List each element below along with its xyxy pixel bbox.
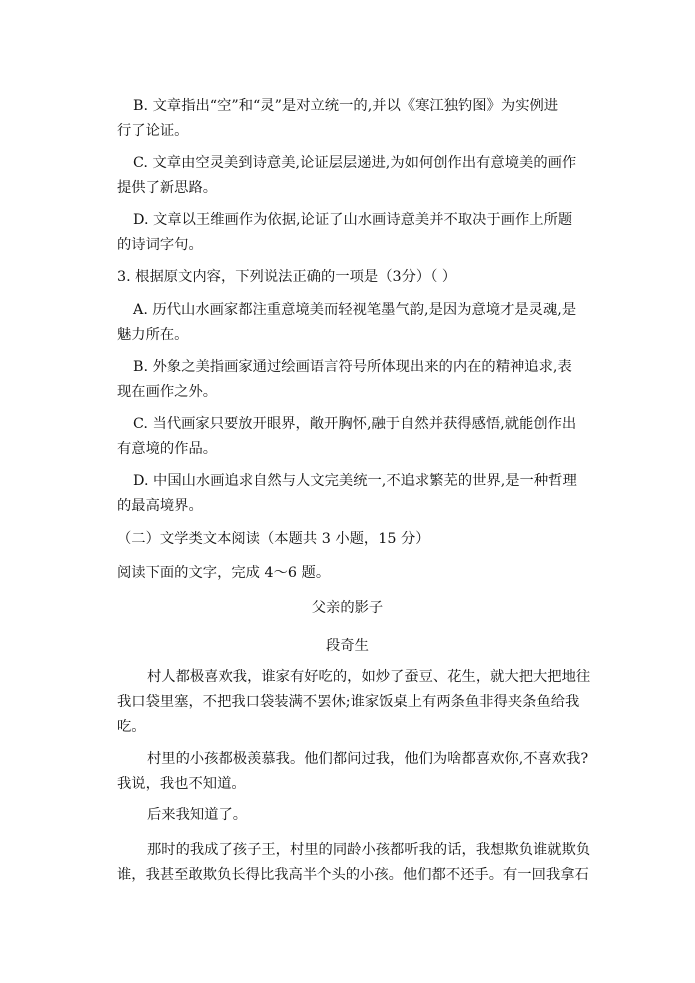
paragraph-line: 村人都极喜欢我，谁家有好吃的，如炒了蚕豆、花生，就大把大把地往 — [147, 669, 591, 685]
option-line: 的诗词字句。 — [117, 237, 203, 253]
paragraph-line: 那时的我成了孩子王，村里的同龄小孩都听我的话，我想欺负谁就欺负 — [147, 842, 591, 858]
option-line: D. 中国山水画追求自然与人文完美统一,不追求繁芜的世界,是一种哲理 — [133, 473, 577, 489]
article-title: 父亲的影子 — [311, 600, 384, 616]
option-line: 行了论证。 — [117, 123, 189, 139]
q2-option-b — [117, 94, 579, 144]
q3-option-b — [117, 355, 579, 405]
option-line: 魅力所在。 — [117, 327, 189, 343]
option-line: 的最高境界。 — [117, 498, 203, 514]
option-line: 有意境的作品。 — [117, 441, 218, 457]
q3-option-c — [117, 412, 579, 462]
article-paragraph — [117, 803, 579, 828]
option-line: B. 文章指出“空”和“灵”是对立统一的,并以《寒江独钓图》为实例进 — [133, 98, 559, 114]
paragraph-line: 后来我知道了。 — [147, 807, 248, 823]
q3-stem: 3. 根据原文内容，下列说法正确的一项是（3分）（ ） — [117, 269, 457, 285]
paragraph-line: 我口袋里塞，不把我口袋装满不罢休;谁家饭桌上有两条鱼非得夹条鱼给我 — [117, 694, 580, 710]
instruction: 阅读下面的文字，完成 4～6 题。 — [117, 565, 331, 581]
article-paragraph — [117, 838, 591, 888]
option-line: D. 文章以王维画作为依据,论证了山水画诗意美并不取决于画作上所题 — [133, 212, 573, 228]
q3-option-a — [117, 298, 579, 348]
option-line: B. 外象之美指画家通过绘画语言符号所体现出来的内在的精神追求,表 — [133, 359, 572, 375]
q2-option-c — [117, 151, 579, 201]
option-line: 提供了新思路。 — [117, 180, 218, 196]
section-title: （二）文学类文本阅读（本题共 3 小题，15 分） — [117, 531, 430, 547]
option-line: 现在画作之外。 — [117, 384, 218, 400]
article-paragraph — [117, 665, 591, 740]
paragraph-line: 我说，我也不知道。 — [117, 776, 246, 792]
article-author: 段奇生 — [326, 638, 369, 654]
option-line: A. 历代山水画家都注重意境美而轻视笔墨气韵,是因为意境才是灵魂,是 — [133, 302, 577, 318]
article-paragraph — [117, 747, 589, 797]
paragraph-line: 谁，我甚至敢欺负长得比我高半个头的小孩。他们都不还手。有一回我拿石 — [117, 867, 589, 883]
q2-option-d — [117, 208, 579, 258]
paragraph-line: 吃。 — [117, 719, 146, 735]
option-line: C. 当代画家只要放开眼界，敞开胸怀,融于自然并获得感悟,就能创作出 — [133, 416, 577, 432]
paragraph-line: 村里的小孩都极羡慕我。他们都问过我，他们为啥都喜欢你,不喜欢我? — [147, 751, 589, 767]
q3-option-d — [117, 469, 579, 519]
option-line: C. 文章由空灵美到诗意美,论证层层递进,为如何创作出有意境美的画作 — [133, 155, 577, 171]
